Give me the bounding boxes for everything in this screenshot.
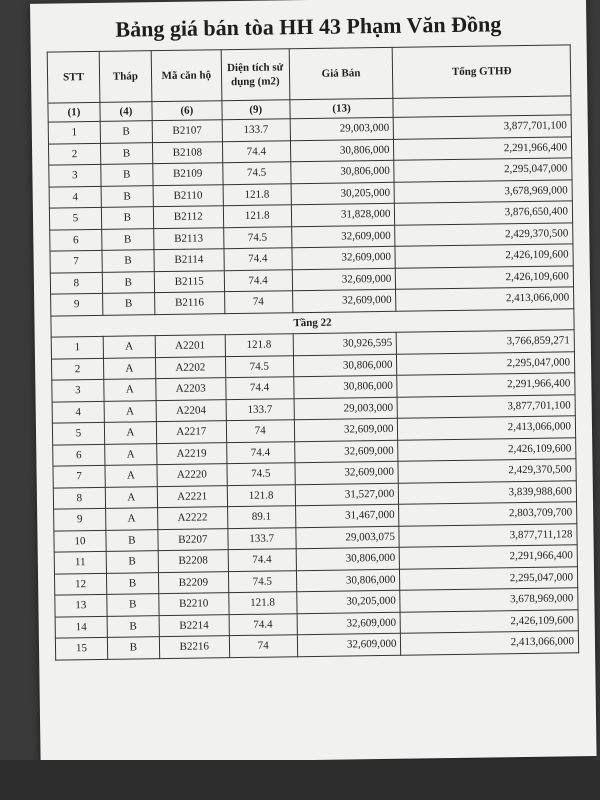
cell-thap: B [107, 637, 159, 659]
cell-ma-can-ho: A2219 [157, 442, 227, 464]
cell-stt: 9 [54, 508, 106, 530]
group2-body [51, 330, 578, 660]
cell-ma-can-ho: B2210 [159, 593, 229, 615]
cell-gia-ban: 29,003,000 [294, 397, 398, 420]
cell-stt: 8 [53, 487, 105, 509]
cell-ma-can-ho: B2109 [153, 163, 223, 185]
cell-stt: 9 [51, 293, 103, 315]
cell-gia-ban: 32,609,000 [297, 612, 401, 635]
cell-ma-can-ho: A2221 [157, 485, 227, 507]
cell-ma-can-ho: B2110 [153, 184, 223, 206]
cell-thap: A [104, 400, 156, 422]
cell-dien-tich: 121.8 [223, 183, 291, 205]
cell-tong-gthd: 2,295,047,000 [394, 158, 572, 182]
cell-thap: A [105, 508, 157, 530]
cell-ma-can-ho: A2203 [156, 378, 226, 400]
cell-tong-gthd: 2,426,109,600 [396, 265, 574, 289]
cell-thap: A [103, 357, 155, 379]
cell-tong-gthd: 2,295,047,000 [397, 351, 575, 375]
cell-gia-ban: 30,806,000 [293, 354, 397, 377]
cell-tong-gthd: 2,429,370,500 [395, 222, 573, 246]
cell-thap: A [105, 486, 157, 508]
cell-thap: B [101, 164, 153, 186]
cell-ma-can-ho: B2116 [154, 292, 224, 314]
cell-ma-can-ho: B2114 [154, 249, 224, 271]
cell-thap: B [102, 250, 154, 272]
cell-tong-gthd: 2,426,109,600 [400, 609, 578, 633]
cell-thap: A [104, 422, 156, 444]
cell-dien-tich: 74.5 [228, 570, 296, 592]
background-surface [0, 760, 600, 800]
cell-gia-ban: 32,609,000 [291, 225, 395, 248]
cell-tong-gthd: 3,877,711,128 [399, 523, 577, 547]
cell-stt: 3 [49, 164, 101, 186]
cell-stt: 8 [50, 272, 102, 294]
column-index: (1) [48, 102, 100, 122]
cell-stt: 13 [55, 594, 107, 616]
cell-dien-tich: 89.1 [227, 506, 295, 528]
cell-tong-gthd: 2,291,966,400 [400, 545, 578, 569]
cell-thap: B [106, 572, 158, 594]
cell-thap: B [101, 185, 153, 207]
cell-stt: 2 [51, 358, 103, 380]
cell-dien-tich: 74 [224, 291, 292, 313]
cell-stt: 7 [53, 465, 105, 487]
cell-thap: B [106, 551, 158, 573]
cell-stt: 14 [55, 616, 107, 638]
cell-thap: B [102, 293, 154, 315]
cell-tong-gthd: 2,413,066,000 [396, 287, 574, 311]
cell-stt: 2 [48, 143, 100, 165]
cell-thap: B [101, 207, 153, 229]
cell-gia-ban: 30,806,000 [296, 547, 400, 570]
cell-gia-ban: 30,806,000 [293, 375, 397, 398]
cell-gia-ban: 29,003,000 [290, 117, 394, 140]
cell-tong-gthd: 3,839,988,600 [399, 480, 577, 504]
cell-dien-tich: 74 [226, 420, 294, 442]
cell-stt: 5 [52, 422, 104, 444]
cell-stt: 11 [54, 551, 106, 573]
header-thap: Tháp [99, 51, 152, 103]
cell-stt: 1 [51, 336, 103, 358]
cell-tong-gthd: 2,413,066,000 [401, 631, 579, 655]
cell-ma-can-ho: A2201 [155, 335, 225, 357]
cell-gia-ban: 31,828,000 [291, 203, 395, 226]
cell-dien-tich: 74.4 [224, 248, 292, 270]
cell-ma-can-ho: B2216 [159, 636, 229, 658]
price-table [47, 44, 579, 660]
cell-gia-ban: 32,609,000 [294, 440, 398, 463]
header-tong-gthd: Tổng GTHĐ [393, 45, 571, 98]
cell-ma-can-ho: A2217 [156, 421, 226, 443]
cell-dien-tich: 74.4 [229, 613, 297, 635]
group1-body [48, 115, 574, 316]
cell-thap: B [107, 594, 159, 616]
cell-gia-ban: 30,926,595 [293, 332, 397, 355]
cell-thap: A [103, 336, 155, 358]
cell-gia-ban: 31,467,000 [295, 504, 399, 527]
cell-stt: 6 [50, 229, 102, 251]
cell-stt: 4 [52, 401, 104, 423]
cell-ma-can-ho: A2204 [156, 399, 226, 421]
header-dien-tich: Diện tích sử dụng (m2) [221, 49, 290, 101]
cell-gia-ban: 32,609,000 [295, 461, 399, 484]
cell-ma-can-ho: A2222 [157, 507, 227, 529]
cell-gia-ban: 30,806,000 [290, 139, 394, 162]
cell-tong-gthd: 3,877,701,100 [397, 394, 575, 418]
column-index: (9) [222, 100, 290, 120]
cell-thap: B [106, 529, 158, 551]
price-sheet [30, 0, 597, 764]
header-ma-can-ho: Mã căn hộ [151, 50, 222, 102]
cell-tong-gthd: 2,426,109,600 [395, 244, 573, 268]
cell-thap: B [107, 615, 159, 637]
cell-ma-can-ho: B2207 [158, 528, 228, 550]
column-index [393, 96, 571, 117]
cell-ma-can-ho: B2208 [158, 550, 228, 572]
cell-thap: B [102, 271, 154, 293]
cell-gia-ban: 32,609,000 [292, 246, 396, 269]
cell-tong-gthd: 3,678,969,000 [400, 588, 578, 612]
header-gia-ban: Giá Bán [289, 47, 393, 99]
cell-stt: 3 [52, 379, 104, 401]
cell-stt: 5 [49, 207, 101, 229]
column-index: (4) [100, 102, 152, 122]
header-stt: STT [47, 51, 100, 103]
cell-dien-tich: 74.4 [226, 377, 294, 399]
cell-dien-tich: 74.4 [228, 549, 296, 571]
cell-gia-ban: 32,609,000 [292, 268, 396, 291]
cell-stt: 12 [54, 573, 106, 595]
cell-thap: A [104, 379, 156, 401]
cell-tong-gthd: 2,426,109,600 [398, 437, 576, 461]
cell-gia-ban: 30,205,000 [291, 182, 395, 205]
cell-tong-gthd: 3,678,969,000 [394, 179, 572, 203]
cell-ma-can-ho: B2108 [152, 141, 222, 163]
cell-tong-gthd: 2,291,966,400 [394, 136, 572, 160]
cell-dien-tich: 121.8 [225, 334, 293, 356]
cell-stt: 10 [54, 530, 106, 552]
cell-dien-tich: 133.7 [228, 527, 296, 549]
cell-gia-ban: 32,609,000 [294, 418, 398, 441]
cell-stt: 7 [50, 250, 102, 272]
cell-gia-ban: 32,609,000 [292, 289, 396, 312]
cell-dien-tich: 133.7 [226, 398, 294, 420]
column-index: (6) [152, 101, 222, 121]
cell-dien-tich: 74.5 [223, 162, 291, 184]
cell-ma-can-ho: B2112 [153, 206, 223, 228]
cell-tong-gthd: 2,291,966,400 [397, 373, 575, 397]
cell-dien-tich: 121.8 [227, 484, 295, 506]
cell-tong-gthd: 2,413,066,000 [398, 416, 576, 440]
cell-gia-ban: 32,609,000 [297, 633, 401, 656]
cell-dien-tich: 121.8 [229, 592, 297, 614]
cell-gia-ban: 31,527,000 [295, 483, 399, 506]
cell-thap: B [100, 142, 152, 164]
cell-thap: B [100, 121, 152, 143]
cell-tong-gthd: 3,876,650,400 [395, 201, 573, 225]
cell-ma-can-ho: B2209 [158, 571, 228, 593]
cell-stt: 6 [53, 444, 105, 466]
cell-thap: A [105, 443, 157, 465]
cell-thap: A [105, 465, 157, 487]
cell-ma-can-ho: B2107 [152, 120, 222, 142]
cell-ma-can-ho: B2115 [154, 270, 224, 292]
cell-tong-gthd: 2,429,370,500 [398, 459, 576, 483]
cell-stt: 15 [55, 637, 107, 659]
cell-dien-tich: 74.5 [223, 226, 291, 248]
cell-dien-tich: 74 [229, 635, 297, 657]
cell-gia-ban: 30,806,000 [296, 569, 400, 592]
cell-ma-can-ho: B2113 [153, 227, 223, 249]
cell-tong-gthd: 3,766,859,271 [397, 330, 575, 354]
cell-stt: 4 [49, 186, 101, 208]
cell-dien-tich: 74.4 [222, 140, 290, 162]
cell-dien-tich: 74.5 [227, 463, 295, 485]
cell-tong-gthd: 3,877,701,100 [394, 115, 572, 139]
cell-dien-tich: 74.5 [225, 355, 293, 377]
cell-ma-can-ho: B2214 [159, 614, 229, 636]
cell-gia-ban: 30,205,000 [296, 590, 400, 613]
cell-ma-can-ho: A2220 [157, 464, 227, 486]
floor-label: Tầng 22 [51, 308, 574, 337]
cell-gia-ban: 29,003,075 [295, 526, 399, 549]
cell-dien-tich: 74.4 [226, 441, 294, 463]
cell-stt: 1 [48, 121, 100, 143]
cell-thap: B [102, 228, 154, 250]
document-title: Bảng giá bán tòa HH 43 Phạm Văn Đồng [115, 11, 502, 42]
cell-gia-ban: 30,806,000 [290, 160, 394, 183]
cell-dien-tich: 133.7 [222, 119, 290, 141]
cell-tong-gthd: 2,295,047,000 [400, 566, 578, 590]
column-index: (13) [290, 98, 394, 118]
cell-dien-tich: 121.8 [223, 205, 291, 227]
cell-dien-tich: 74.4 [224, 269, 292, 291]
cell-ma-can-ho: A2202 [155, 356, 225, 378]
cell-tong-gthd: 2,803,709,700 [399, 502, 577, 526]
header-row [47, 45, 571, 103]
